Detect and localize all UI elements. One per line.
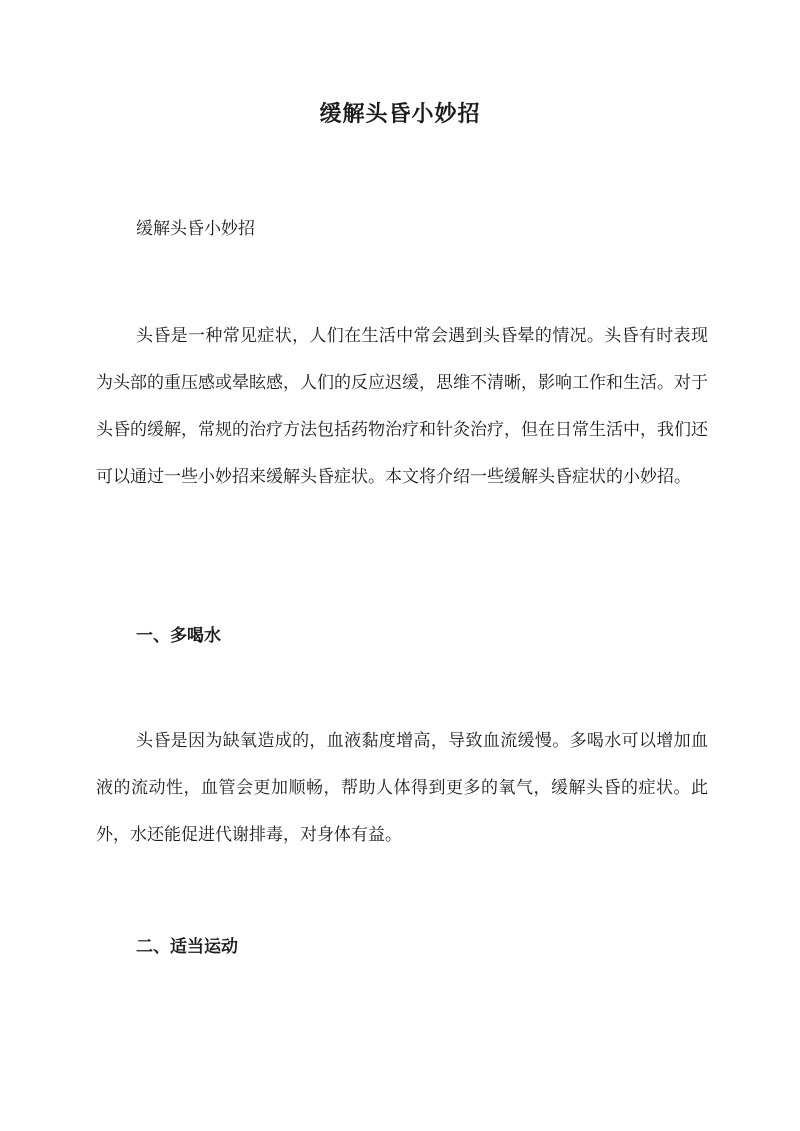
section-body-drink-water: 头昏是因为缺氧造成的，血液黏度增高，导致血流缓慢。多喝水可以增加血液的流动性，血管会更加顺畅，帮助人体得到更多的氧气，缓解头昏的症状。此外，水还能促进代谢排毒，对身体有益。 [96, 731, 708, 845]
document-subtitle: 缓解头昏小妙招 [136, 219, 255, 239]
section-heading-drink-water: 一、多喝水 [136, 626, 221, 646]
intro-paragraph: 头昏是一种常见症状，人们在生活中常会遇到头昏晕的情况。头昏有时表现为头部的重压感或晕眩感，人们的反应迟缓，思维不清晰，影响工作和生活。对于头昏的缓解，常规的治疗方法包括药物治疗和针灸治疗，但在日常生活中，我们还可以通过一些小妙招来缓解头昏症状。本文将介绍一些缓解头昏症状的小妙招。 [96, 326, 708, 487]
page-title: 缓解头昏小妙招 [319, 101, 481, 127]
section-heading-exercise: 二、适当运动 [136, 937, 238, 957]
